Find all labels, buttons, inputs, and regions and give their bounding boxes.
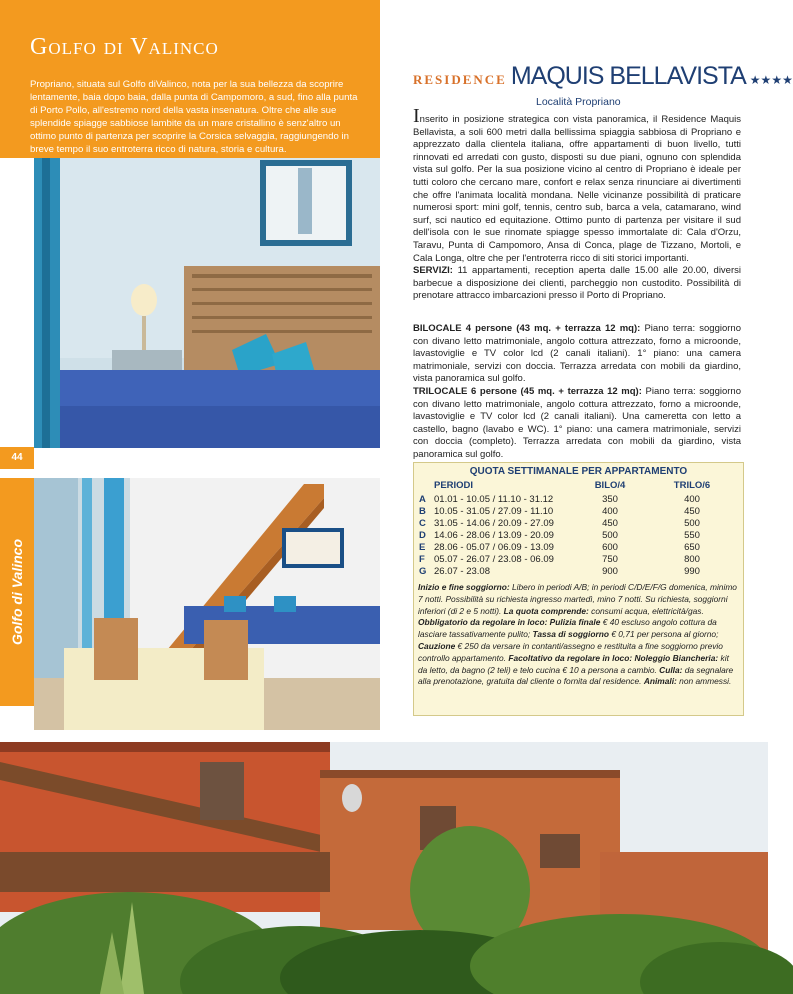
dropcap: I xyxy=(413,105,420,127)
residence-name: MAQUIS BELLAVISTA xyxy=(510,62,746,90)
region-intro: Propriano, situata sul Golfo diValinco, nota per la sua bellezza da scoprire lentamente, baia dopo baia, dalla punta di Campomoro, a sud, fino alla punta di Porto Pollo, all'estremo nord della vasta insenatura. Oltre che alle sue splendide spiagge sabbiose lambite da un mare cristallino è senz'altro un ottimo punto di partenza per scoprire la Corsica selvaggia, raggiungendo in breve tempo il suo entroterra ricco di natura, storia e cultura. xyxy=(30,79,358,155)
table-row: D 14.06 - 28.06 / 13.09 - 20.09 500 550 xyxy=(419,530,700,541)
column-header-trilo: TRILO/6 xyxy=(673,480,711,491)
table-row: B 10.05 - 31.05 / 27.09 - 11.10 400 450 xyxy=(419,506,700,517)
table-row: C 31.05 - 14.06 / 20.09 - 27.09 450 500 xyxy=(419,518,700,529)
column-header-bilo: BILO/4 xyxy=(594,480,626,491)
table-row: G 26.07 - 23.08 900 990 xyxy=(419,566,700,577)
residence-kind: RESIDENCE xyxy=(413,72,507,87)
price-notes: Inizio e fine soggiorno: Libero in periodi A/B; in periodi C/D/E/F/G domenica, minimo 7 notti. Possibilità su richiesta ingresso martedì, mino 7 notti. Su richiesta, soggiorni inferiori (di 2 e 5 notti). La quota comprende: consumi acqua, elettricità/gas. Obbligatorio da regolare in loco: Pulizia finale € 40 escluso angolo cottura da lasciare tassativamente pulito; Tassa di soggiorno € 0,71 per persona al giorno; Cauzione € 250 da versare in contanti/assegno e restituita a fine soggiorno previo controllo appartamento. Facoltativo da regolare in loco: Noleggio Biancheria: kit da letto, da bagno (2 teli) e telo cucina € 10 a persona a cambio. Culla: da segnalare alla prenotazione, gratuita dal cliente o fornita dal residence. Animali: non ammessi. xyxy=(418,582,737,687)
apartment-trilocale: TRILOCALE 6 persone (45 mq. + terrazza 12 mq): Piano terra: soggiorno con divano letto matrimoniale, angolo cottura attrezzato, forno a microonde, lavastoviglie e TV color lcd (2 canali italiani). Una cameretta con letto a castello, bagno (lavabo e WC). 1° piano: una camera matrimoniale, servizi con doccia (completo). Terrazza arredata con mobili da giardino, vista panoramica sul golfo. xyxy=(413,385,741,460)
residence-description: Inserito in posizione strategica con vista panoramica, il Residence Maquis Bellavista, a soli 600 metri dalla bellissima spiaggia sabbiosa di Propriano e apprezzato dalla clientela italiana, offre appartamenti di buon livello, tutti rinnovati ed arredati con gusto, disposti su due piani, ognuno con splendida vista sul golfo. Per la sua posizione vicino al centro di Propriano è ideale per tutti coloro che cercano mare, confort e relax senza rinunciare ai divertimenti che offre l'animata località mondana. Nelle vicinanze possibilità di praticare numerosi sport: mini golf, tennis, centro sub, barca a vela, catamarano, wind surf, sci nautico ed equitazione. Ottimo punto di partenza per visitare il sud dell'isola con le sue rinomate spiagge spesso immortalate di: Cala d'Orzu, Taravu, Punta di Campomoro, Ansa di Conca, plage de Tizzano, Mortoli, e Cala Longa, oltre che per l'entroterra ricco di siti storici importanti. SERVIZI: 11 appartamenti, reception aperta dalle 15.00 alle 20.00, diversi barbecue a disposizione dei clienti, parcheggio non custodito. Possibilità di prenotare attracco imbarcazioni presso il Porto di Propriano. xyxy=(413,105,741,302)
region-header xyxy=(0,0,380,158)
price-table xyxy=(413,462,744,716)
bedroom-photo xyxy=(34,158,380,448)
living-room-photo xyxy=(34,478,380,730)
apartment-bilocale: BILOCALE 4 persone (43 mq. + terrazza 12 mq): Piano terra: soggiorno con divano letto matrimoniale, angolo cottura attrezzato, forno a microonde, lavastoviglie e TV color lcd (2 canali italiani). 1° piano: una camera matrimoniale, servizi con doccia. Terrazza arredata con mobili da giardino, vista panoramica sul golfo. xyxy=(413,323,741,385)
column-header-periods: PERIODI xyxy=(434,480,474,491)
rating-stars-icon: ★★★★ xyxy=(749,73,793,87)
region-title: Golfo di Valinco xyxy=(30,34,219,60)
table-row: E 28.06 - 05.07 / 06.09 - 13.09 600 650 xyxy=(419,542,700,553)
side-label: Golfo di Valinco xyxy=(9,538,26,646)
services-label: SERVIZI: xyxy=(413,265,453,277)
apartments-section xyxy=(413,323,741,462)
table-row: A 01.01 - 10.05 / 11.10 - 31.12 350 400 xyxy=(419,494,700,505)
page-number: 44 xyxy=(0,447,34,469)
location-label: Località Propriano xyxy=(536,96,621,108)
exterior-photo xyxy=(0,742,768,994)
residence-title xyxy=(413,62,793,91)
price-table-title: QUOTA SETTIMANALE PER APPARTAMENTO xyxy=(469,466,688,477)
table-row: F 05.07 - 26.07 / 23.08 - 06.09 750 800 xyxy=(419,554,700,565)
services-text: 11 appartamenti, reception aperta dalle 15.00 alle 20.00, diversi barbecue a disposizione dei clienti, parcheggio non custodito. Possibilità di prenotare attracco imbarcazioni presso il Porto di Propriano. xyxy=(413,265,741,302)
